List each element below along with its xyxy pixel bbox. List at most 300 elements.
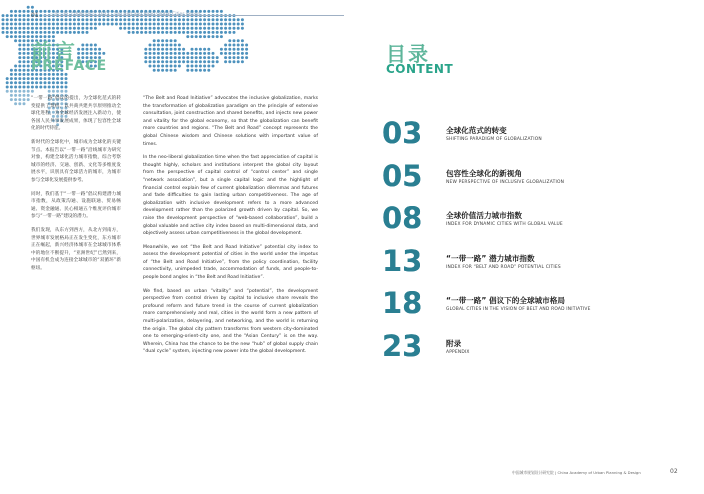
map-dot (35, 27, 38, 30)
map-dot (65, 81, 68, 84)
map-dot (52, 90, 55, 93)
map-dot (94, 18, 97, 21)
map-dot (27, 14, 30, 17)
map-dot (18, 35, 21, 38)
map-dot (18, 48, 21, 51)
map-dot (149, 56, 152, 59)
map-dot (245, 52, 248, 55)
map-dot (10, 90, 13, 93)
map-dot (228, 27, 231, 30)
map-dot (233, 39, 236, 42)
map-dot (207, 35, 210, 38)
map-dot (56, 27, 59, 30)
map-dot (144, 56, 147, 59)
map-dot (165, 23, 168, 26)
map-dot (27, 73, 30, 76)
map-dot (224, 44, 227, 47)
map-dot (86, 23, 89, 26)
map-dot (157, 60, 160, 63)
map-dot (161, 39, 164, 42)
map-dot (14, 90, 17, 93)
map-dot (161, 65, 164, 68)
toc-entry-title: “一带一路” 倡议下的全球城市格局 (446, 296, 565, 305)
map-dot (153, 60, 156, 63)
map-dot (212, 52, 215, 55)
map-dot (149, 60, 152, 63)
map-dot (56, 18, 59, 21)
map-dot (203, 52, 206, 55)
map-dot (31, 27, 34, 30)
map-dot (212, 65, 215, 68)
preface-title-zh: 前言 (31, 40, 77, 64)
map-dot (178, 27, 181, 30)
map-dot (224, 60, 227, 63)
map-dot (48, 86, 51, 89)
map-dot (136, 31, 139, 34)
map-dot (165, 18, 168, 21)
map-dot (65, 23, 68, 26)
map-dot (161, 60, 164, 63)
map-dot (144, 18, 147, 21)
map-dot (228, 31, 231, 34)
map-dot (86, 44, 89, 47)
map-dot (132, 27, 135, 30)
map-dot (233, 44, 236, 47)
map-dot (136, 27, 139, 30)
map-dot (228, 18, 231, 21)
map-dot (132, 18, 135, 21)
map-dot (18, 60, 21, 63)
map-dot (18, 98, 21, 101)
map-dot (56, 23, 59, 26)
map-dot (123, 18, 126, 21)
map-dot (2, 27, 5, 30)
map-dot (23, 73, 26, 76)
map-dot (10, 69, 13, 72)
map-dot (212, 31, 215, 34)
map-dot (14, 102, 17, 105)
map-dot (174, 56, 177, 59)
map-dot (123, 27, 126, 30)
map-dot (153, 23, 156, 26)
map-dot (224, 23, 227, 26)
map-dot (23, 77, 26, 80)
map-dot (174, 60, 177, 63)
map-dot (18, 81, 21, 84)
map-dot (245, 48, 248, 51)
map-dot (27, 94, 30, 97)
map-dot (216, 18, 219, 21)
map-dot (174, 52, 177, 55)
map-dot (44, 23, 47, 26)
map-dot (140, 23, 143, 26)
map-dot (52, 77, 55, 80)
toc-entry[interactable] (382, 329, 682, 372)
map-dot (170, 69, 173, 72)
map-dot (178, 52, 181, 55)
map-dot (14, 10, 17, 13)
map-dot (52, 23, 55, 26)
map-dot (144, 52, 147, 55)
map-dot (203, 48, 206, 51)
map-dot (220, 31, 223, 34)
map-dot (224, 56, 227, 59)
toc-page-number: 23 (382, 329, 440, 363)
toc-entry[interactable] (382, 159, 682, 202)
map-dot (241, 27, 244, 30)
map-dot (174, 27, 177, 30)
toc-page-number: 03 (382, 116, 440, 150)
map-dot (128, 23, 131, 26)
map-dot (216, 27, 219, 30)
map-dot (182, 52, 185, 55)
map-dot (170, 44, 173, 47)
map-dot (44, 81, 47, 84)
map-dot (77, 27, 80, 30)
map-dot (14, 35, 17, 38)
map-dot (6, 31, 9, 34)
map-dot (56, 31, 59, 34)
map-dot (14, 69, 17, 72)
map-dot (216, 31, 219, 34)
map-dot (241, 23, 244, 26)
map-dot (44, 31, 47, 34)
map-dot (199, 69, 202, 72)
map-dot (27, 60, 30, 63)
map-dot (195, 35, 198, 38)
map-dot (81, 48, 84, 51)
map-dot (195, 69, 198, 72)
map-dot (65, 27, 68, 30)
map-dot (94, 44, 97, 47)
map-dot (233, 23, 236, 26)
map-dot (10, 31, 13, 34)
map-dot (56, 81, 59, 84)
map-dot (165, 39, 168, 42)
map-dot (161, 23, 164, 26)
map-dot (35, 81, 38, 84)
preface-en-paragraph: Meanwhile, we set “the Belt and Road Initiative” potential city index to assess the development potential of cities in the world under the impetus of “the Belt and Road Initiative”, from the policy coordination, facility connectivity, unimpeded trade, accommodation of funds, and people-to-people bond angles in “the Belt and Road Initiative”. (143, 244, 318, 281)
map-dot (27, 23, 30, 26)
map-dot (207, 56, 210, 59)
map-dot (10, 77, 13, 80)
map-dot (60, 90, 63, 93)
map-dot (212, 56, 215, 59)
map-dot (69, 23, 72, 26)
map-dot (140, 31, 143, 34)
map-dot (18, 65, 21, 68)
map-dot (199, 27, 202, 30)
map-dot (161, 31, 164, 34)
toc-entry-subtitle: INDEX FOR DYNAMIC CITIES WITH GLOBAL VALUE (446, 222, 563, 227)
toc-entry[interactable] (382, 116, 682, 159)
map-dot (203, 60, 206, 63)
map-dot (6, 18, 9, 21)
map-dot (182, 27, 185, 30)
map-dot (18, 44, 21, 47)
map-dot (27, 31, 30, 34)
map-dot (119, 18, 122, 21)
map-dot (14, 65, 17, 68)
map-dot (18, 23, 21, 26)
map-dot (149, 18, 152, 21)
map-dot (23, 94, 26, 97)
map-dot (23, 69, 26, 72)
map-dot (241, 56, 244, 59)
map-dot (77, 31, 80, 34)
map-dot (48, 31, 51, 34)
map-dot (224, 52, 227, 55)
map-dot (6, 86, 9, 89)
map-dot (199, 35, 202, 38)
map-dot (23, 10, 26, 13)
map-dot (77, 48, 80, 51)
map-dot (207, 48, 210, 51)
map-dot (161, 44, 164, 47)
map-dot (77, 52, 80, 55)
map-dot (182, 31, 185, 34)
map-dot (23, 90, 26, 93)
map-dot (44, 18, 47, 21)
map-dot (149, 52, 152, 55)
map-dot (153, 56, 156, 59)
map-dot (207, 52, 210, 55)
map-dot (161, 27, 164, 30)
map-dot (153, 52, 156, 55)
map-dot (65, 18, 68, 21)
map-dot (86, 27, 89, 30)
map-dot (199, 23, 202, 26)
toc-entry-subtitle: SHIFTING PARADIGM OF GLOBALIZATION (446, 137, 542, 142)
map-dot (191, 35, 194, 38)
map-dot (170, 65, 173, 68)
map-dot (186, 65, 189, 68)
map-dot (6, 35, 9, 38)
map-dot (195, 56, 198, 59)
map-dot (233, 18, 236, 21)
map-dot (115, 23, 118, 26)
toc-page-number: 05 (382, 159, 440, 193)
map-dot (224, 27, 227, 30)
map-dot (203, 56, 206, 59)
map-dot (128, 27, 131, 30)
map-dot (237, 60, 240, 63)
map-dot (2, 14, 5, 17)
map-dot (48, 77, 51, 80)
map-dot (14, 18, 17, 21)
map-dot (170, 39, 173, 42)
map-dot (98, 23, 101, 26)
map-dot (144, 31, 147, 34)
map-dot (65, 77, 68, 80)
preface-en-paragraph: We find, based on urban “vitality” and “potential”, the development perspective from control driven by capital to inclusive share reveals the profound reform and future trend in the course of current globalization more comprehensively and real, cities in the world form a new pattern of multi-polarization, delayering, and networking, and the world is returning the origin. The global city pattern transforms from western city-dominated one to emerging-orient-city one, and the “Asian Century” is on the way. Wherein, China has the chance to be the new “hub” of global supply chain “dual cycle” system, injecting new power into the global development. (143, 288, 318, 355)
map-dot (48, 23, 51, 26)
map-dot (182, 48, 185, 51)
map-dot (157, 56, 160, 59)
map-dot (14, 94, 17, 97)
toc-entry[interactable] (382, 201, 682, 244)
map-dot (237, 48, 240, 51)
map-dot (195, 18, 198, 21)
page-number-right: 02 (670, 468, 678, 475)
map-dot (207, 23, 210, 26)
map-dot (149, 48, 152, 51)
map-dot (220, 52, 223, 55)
map-dot (170, 31, 173, 34)
map-dot (228, 23, 231, 26)
map-dot (6, 14, 9, 17)
preface-title-en: PREFACE (31, 58, 108, 74)
map-dot (216, 23, 219, 26)
map-dot (153, 31, 156, 34)
map-dot (81, 52, 84, 55)
map-dot (18, 77, 21, 80)
map-dot (60, 23, 63, 26)
map-dot (18, 102, 21, 105)
map-dot (186, 31, 189, 34)
map-dot (153, 44, 156, 47)
map-dot (191, 69, 194, 72)
toc-entry[interactable] (382, 244, 682, 287)
map-dot (10, 81, 13, 84)
map-dot (111, 18, 114, 21)
map-dot (77, 18, 80, 21)
map-dot (191, 56, 194, 59)
map-dot (23, 65, 26, 68)
map-dot (245, 44, 248, 47)
map-dot (157, 27, 160, 30)
map-dot (18, 27, 21, 30)
map-dot (6, 90, 9, 93)
preface-zh-paragraph: 新时代的全球化中，城市成为全球化的关键节点。本报告以“一带一路”沿线城市为研究对象，构建全球化活力城市指数，综合考察城市的经济、交通、创新、文化等多维度发展水平，识别具有全球活力的城市，为城市参与全球化发展提供参考。 (31, 139, 121, 183)
map-dot (237, 56, 240, 59)
map-dot (207, 69, 210, 72)
map-dot (136, 18, 139, 21)
map-dot (23, 60, 26, 63)
map-dot (86, 18, 89, 21)
map-dot (31, 31, 34, 34)
map-dot (153, 18, 156, 21)
map-dot (31, 6, 34, 9)
map-dot (170, 52, 173, 55)
map-dot (23, 18, 26, 21)
map-dot (39, 23, 42, 26)
map-dot (18, 14, 21, 17)
map-dot (233, 52, 236, 55)
toc-entry-subtitle: GLOBAL CITIES IN THE VISION OF BELT AND ROAD INITIATIVE (446, 307, 591, 312)
map-dot (56, 90, 59, 93)
map-dot (23, 35, 26, 38)
map-dot (10, 27, 13, 30)
map-dot (182, 56, 185, 59)
map-dot (195, 48, 198, 51)
map-dot (212, 23, 215, 26)
map-dot (81, 18, 84, 21)
map-dot (165, 27, 168, 30)
map-dot (18, 39, 21, 42)
preface-zh-paragraph: 我们发现，从东方到西方，从北方到南方，世界城市发展格局正在发生变化，东方城市正在崛起，新兴经济体城市在全球城市体系中的地位不断提升，“亚洲世纪”已然到来，中国有机会成为连接全球城市的“双循环”新枢纽。 (31, 227, 121, 271)
map-dot (237, 23, 240, 26)
map-dot (153, 27, 156, 30)
map-dot (199, 52, 202, 55)
map-dot (90, 48, 93, 51)
map-dot (60, 27, 63, 30)
toc-entry-title: 全球价值活力城市指数 (446, 211, 522, 220)
map-dot (10, 98, 13, 101)
preface-body-zh (31, 95, 121, 278)
map-dot (14, 27, 17, 30)
map-dot (69, 27, 72, 30)
map-dot (77, 23, 80, 26)
footer-institution: 中国城市规划设计研究院 | China Academy of Urban Planning & Design (512, 470, 641, 475)
map-dot (23, 102, 26, 105)
map-dot (153, 69, 156, 72)
map-dot (165, 56, 168, 59)
toc-entry-title: 附录 (446, 338, 462, 348)
map-dot (174, 39, 177, 42)
map-dot (237, 44, 240, 47)
map-dot (132, 23, 135, 26)
map-dot (10, 35, 13, 38)
map-dot (136, 23, 139, 26)
map-dot (2, 31, 5, 34)
map-dot (149, 44, 152, 47)
map-dot (191, 60, 194, 63)
toc-entry-title: 包容性全球化的新视角 (446, 168, 522, 178)
map-dot (186, 60, 189, 63)
map-dot (18, 31, 21, 34)
map-dot (241, 44, 244, 47)
map-dot (199, 48, 202, 51)
map-dot (27, 35, 30, 38)
map-dot (27, 90, 30, 93)
map-dot (52, 31, 55, 34)
map-dot (216, 56, 219, 59)
map-dot (102, 23, 105, 26)
map-dot (178, 18, 181, 21)
map-dot (27, 86, 30, 89)
map-dot (207, 65, 210, 68)
map-dot (161, 69, 164, 72)
map-dot (27, 18, 30, 21)
map-dot (23, 56, 26, 59)
map-dot (245, 56, 248, 59)
map-dot (195, 52, 198, 55)
map-dot (23, 86, 26, 89)
map-dot (241, 18, 244, 21)
map-dot (157, 65, 160, 68)
map-dot (161, 56, 164, 59)
map-dot (39, 86, 42, 89)
running-title: 一带一路 全球城市报告 2023 · The Belt and Road Global Cities Report (50, 12, 201, 17)
map-dot (14, 14, 17, 17)
map-dot (178, 60, 181, 63)
map-dot (203, 69, 206, 72)
map-dot (170, 48, 173, 51)
map-dot (157, 44, 160, 47)
map-dot (31, 81, 34, 84)
map-dot (94, 48, 97, 51)
map-dot (60, 77, 63, 80)
map-dot (195, 65, 198, 68)
map-dot (165, 60, 168, 63)
map-dot (224, 18, 227, 21)
toc-entry[interactable] (382, 286, 682, 329)
map-dot (18, 18, 21, 21)
map-dot (132, 31, 135, 34)
map-dot (27, 6, 30, 9)
map-dot (60, 86, 63, 89)
